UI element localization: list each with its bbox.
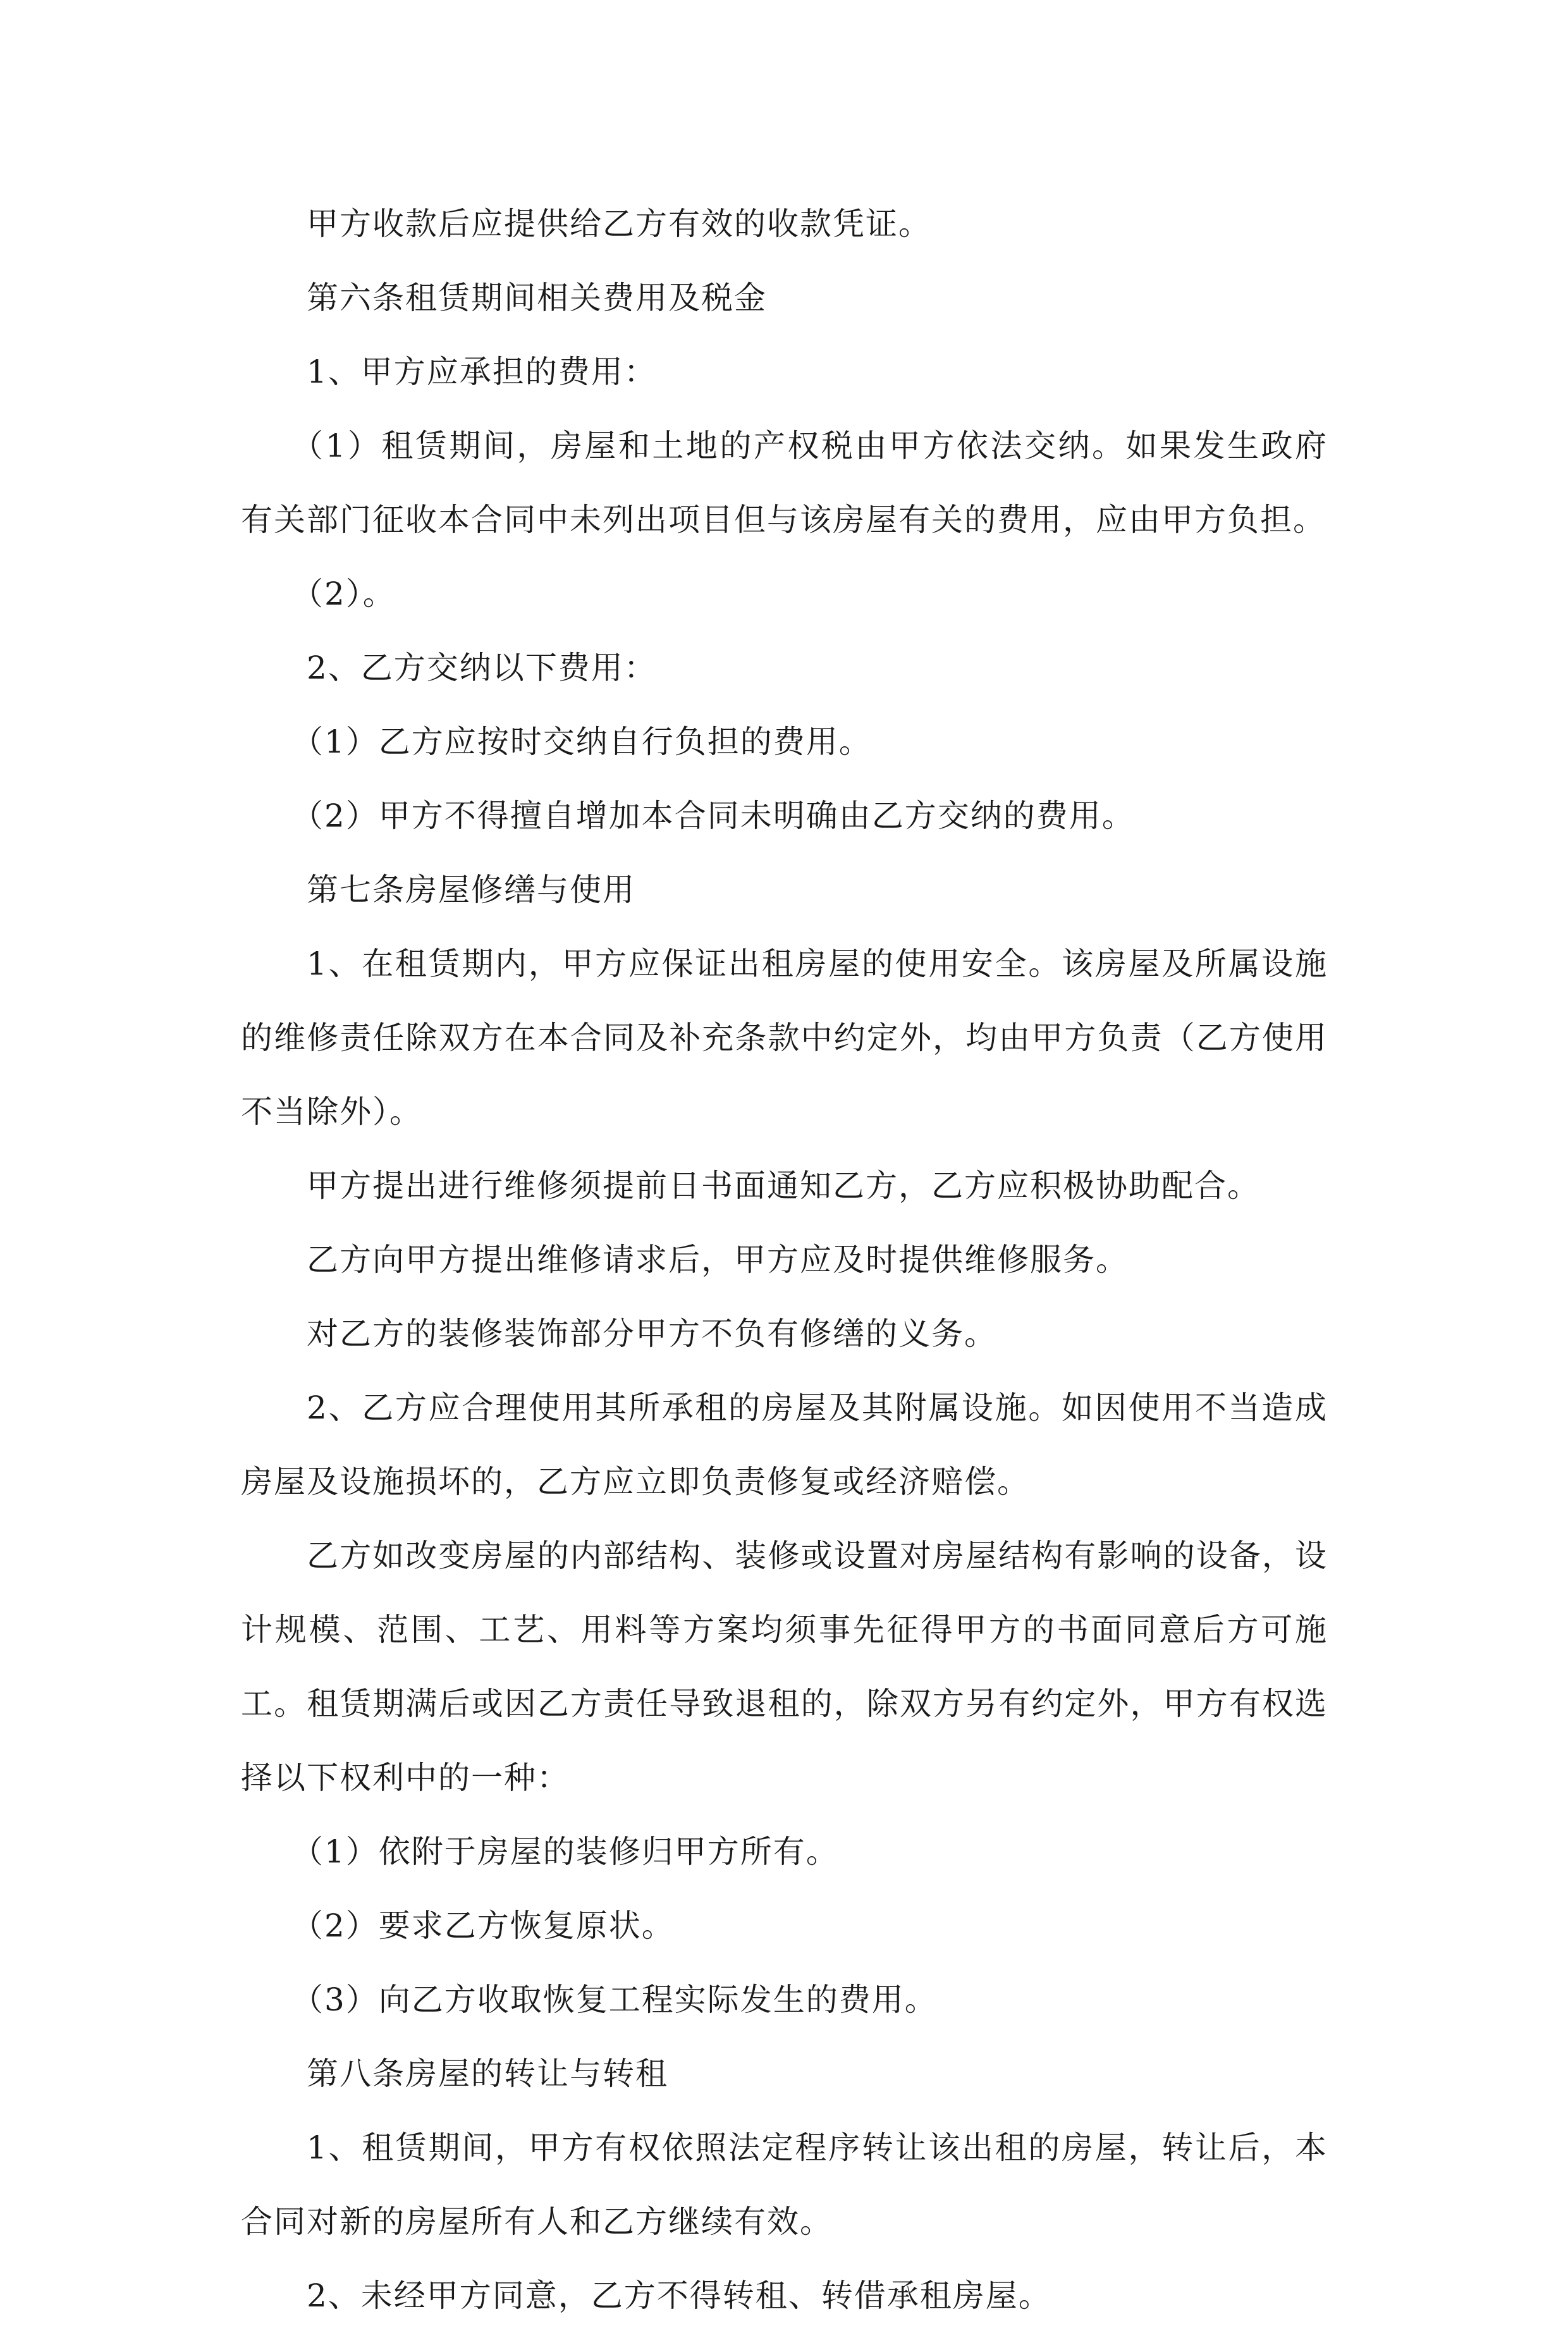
clause-8-2: 2、未经甲方同意，乙方不得转租、转借承租房屋。 [307, 2277, 1051, 2314]
article-6-heading: 第六条租赁期间相关费用及税金 [307, 280, 767, 316]
paragraph-repair-notice: 甲方提出进行维修须提前日书面通知乙方，乙方应积极协助配合。 [307, 1167, 1260, 1204]
clause-6-1-2: （2）。 [291, 576, 396, 612]
paragraph-receipt: 甲方收款后应提供给乙方有效的收款凭证。 [307, 206, 931, 242]
option-2: （2）要求乙方恢复原状。 [291, 1907, 675, 1944]
document-body [241, 187, 1328, 2333]
paragraph-decoration-exemption: 对乙方的装修装饰部分甲方不负有修缮的义务。 [307, 1315, 997, 1352]
clause-6-2-2: （2）甲方不得擅自增加本合同未明确由乙方交纳的费用。 [291, 797, 1135, 834]
paragraph-structural-change: 乙方如改变房屋的内部结构、装修或设置对房屋结构有影响的设备，设计规模、范围、工艺、用料等方案均须事先征得甲方的书面同意后方可施工。租赁期满后或因乙方责任导致退租的，除双方另有约定外，甲方有权选择以下权利中的一种： [241, 1537, 1328, 1796]
clause-6-1-1: （1）租赁期间，房屋和土地的产权税由甲方依法交纳。如果发生政府有关部门征收本合同中未列出项目但与该房屋有关的费用，应由甲方负担。 [241, 428, 1328, 538]
option-3: （3）向乙方收取恢复工程实际发生的费用。 [291, 1981, 938, 2018]
option-1: （1）依附于房屋的装修归甲方所有。 [291, 1833, 839, 1870]
paragraph-repair-request: 乙方向甲方提出维修请求后，甲方应及时提供维修服务。 [307, 1241, 1129, 1278]
clause-8-1: 1、租赁期间，甲方有权依照法定程序转让该出租的房屋，转让后，本合同对新的房屋所有人和乙方继续有效。 [241, 2129, 1328, 2240]
article-8-heading: 第八条房屋的转让与转租 [307, 2055, 668, 2092]
clause-6-1: 1、甲方应承担的费用： [307, 354, 657, 390]
clause-7-2: 2、乙方应合理使用其所承租的房屋及其附属设施。如因使用不当造成房屋及设施损坏的，乙方应立即负责修复或经济赔偿。 [241, 1389, 1328, 1500]
clause-6-2-1: （1）乙方应按时交纳自行负担的费用。 [291, 723, 872, 760]
clause-7-1: 1、在租赁期内，甲方应保证出租房屋的使用安全。该房屋及所属设施的维修责任除双方在本合同及补充条款中约定外，均由甲方负责（乙方使用不当除外）。 [241, 945, 1328, 1130]
clause-6-2: 2、乙方交纳以下费用： [307, 649, 657, 686]
article-7-heading: 第七条房屋修缮与使用 [307, 871, 635, 908]
